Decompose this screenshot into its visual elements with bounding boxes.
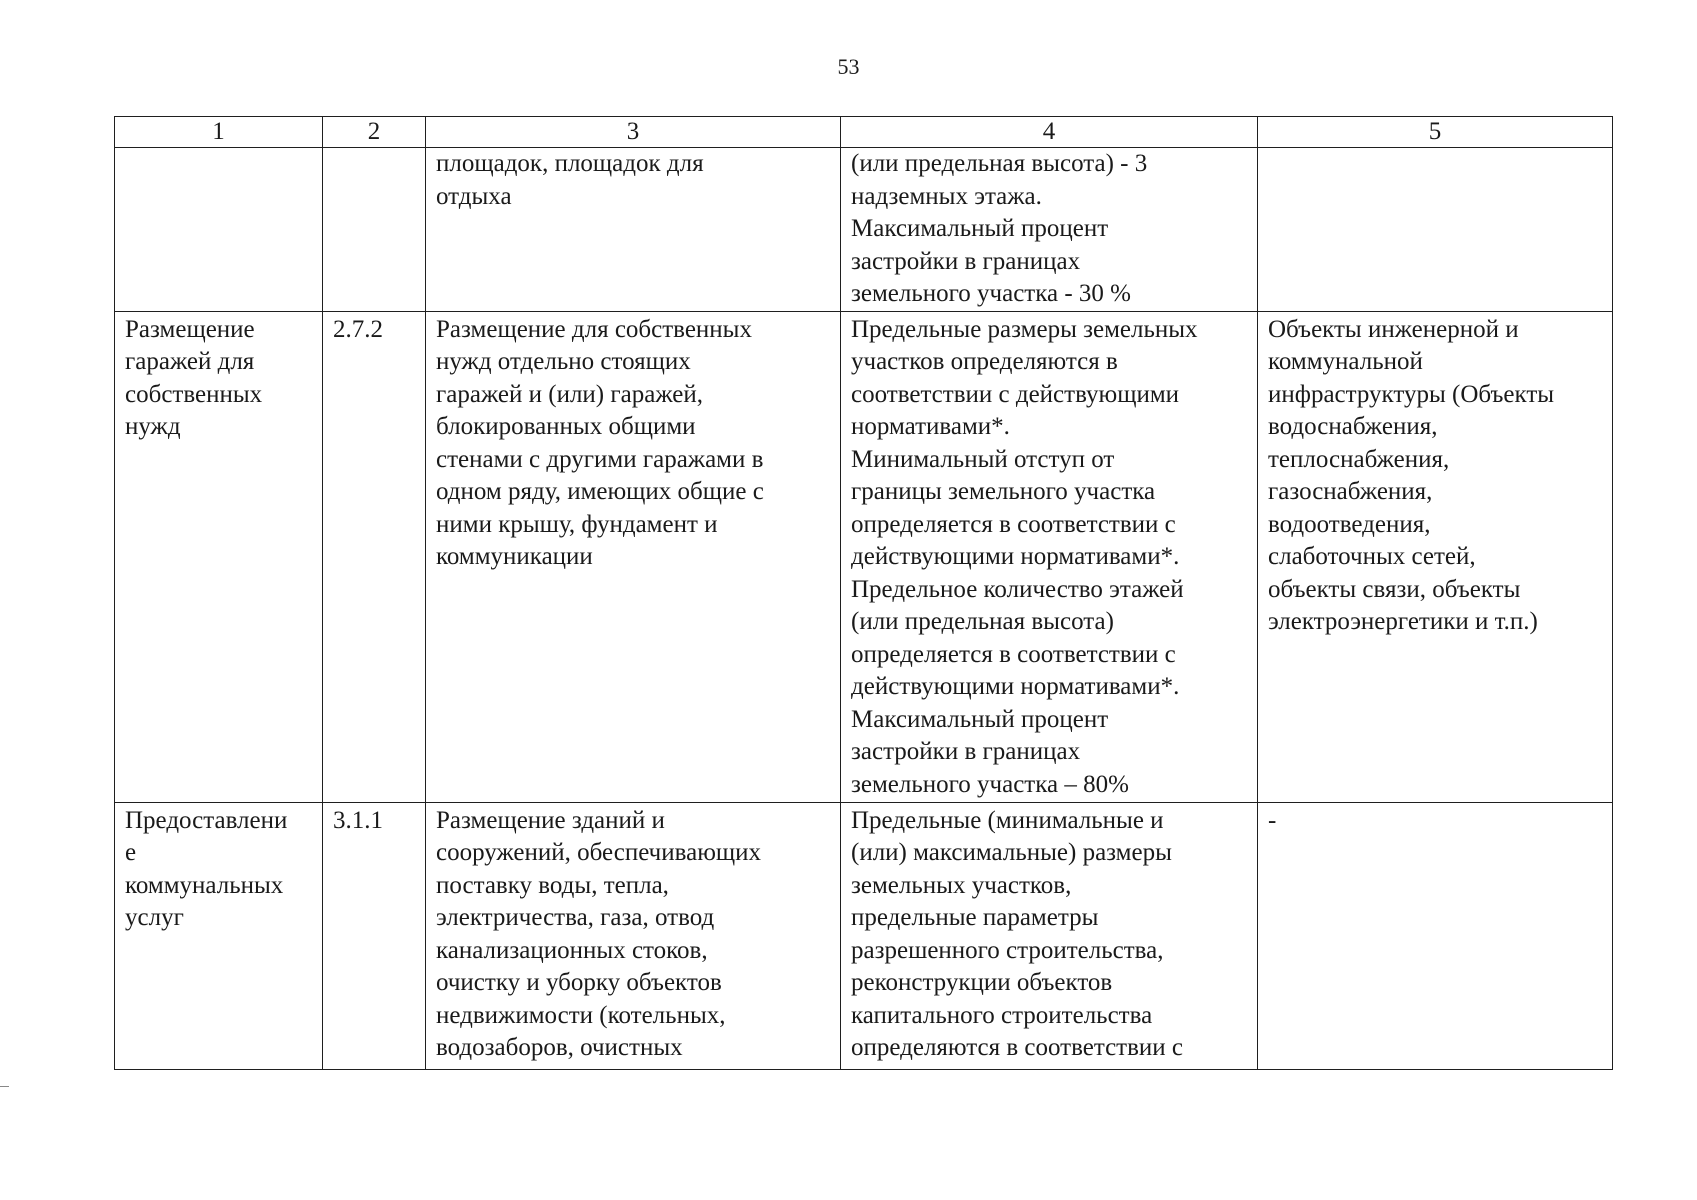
cell-description: Размещение для собственных нужд отдельно стоящих гаражей и (или) гаражей, блокированных общими стенами с другими гаражами в одном ряду, имеющих общие с ними крышу, фундамент и коммуникации xyxy=(426,311,841,802)
cell-description: Размещение зданий и сооружений, обеспечивающих поставку воды, тепла, электричества, газа, отвод канализационных стоков, очистку и уборку объектов недвижимости (котельных, водозаборов, очистных xyxy=(426,802,841,1069)
cell-parameters: Предельные размеры земельных участков определяются в соответствии с действующими нормативами*. Минимальный отступ от границы земельного участка определяется в соответствии с действующими нормативами*. Предельное количество этажей (или предельная высота) определяется в соответствии с действующими нормативами*. Максимальный процент застройки в границах земельного участка – 80% xyxy=(841,311,1258,802)
header-cell-2: 2 xyxy=(323,117,426,148)
header-cell-1: 1 xyxy=(115,117,323,148)
table-row xyxy=(115,311,1613,802)
table-row xyxy=(115,802,1613,1069)
header-cell-5: 5 xyxy=(1258,117,1613,148)
header-cell-4: 4 xyxy=(841,117,1258,148)
cell-parameters: Предельные (минимальные и (или) максимальные) размеры земельных участков, предельные параметры разрешенного строительства, реконструкции объектов капитального строительства определяются в соответствии с xyxy=(841,802,1258,1069)
header-row xyxy=(115,117,1613,148)
table-row xyxy=(115,148,1613,312)
header-cell-3: 3 xyxy=(426,117,841,148)
page-number: 53 xyxy=(837,54,860,79)
cell-use-type xyxy=(115,148,323,312)
land-use-table xyxy=(114,116,1613,1070)
cell-parameters: (или предельная высота) - 3 надземных этажа. Максимальный процент застройки в границах земельного участка - 30 % xyxy=(841,148,1258,312)
cell-code: 3.1.1 xyxy=(323,802,426,1069)
cell-auxiliary-uses xyxy=(1258,148,1613,312)
cell-auxiliary-uses: - xyxy=(1258,802,1613,1069)
cell-use-type: Размещение гаражей для собственных нужд xyxy=(115,311,323,802)
cell-code xyxy=(323,148,426,312)
cell-auxiliary-uses: Объекты инженерной и коммунальной инфраструктуры (Объекты водоснабжения, теплоснабжения, газоснабжения, водоотведения, слаботочных сетей, объекты связи, объекты электроэнергетики и т.п.) xyxy=(1258,311,1613,802)
cell-description: площадок, площадок для отдыха xyxy=(426,148,841,312)
table-body xyxy=(115,148,1613,1070)
scan-margin-mark xyxy=(0,1086,9,1087)
table-header xyxy=(115,117,1613,148)
cell-code: 2.7.2 xyxy=(323,311,426,802)
cell-use-type: Предоставлени е коммунальных услуг xyxy=(115,802,323,1069)
